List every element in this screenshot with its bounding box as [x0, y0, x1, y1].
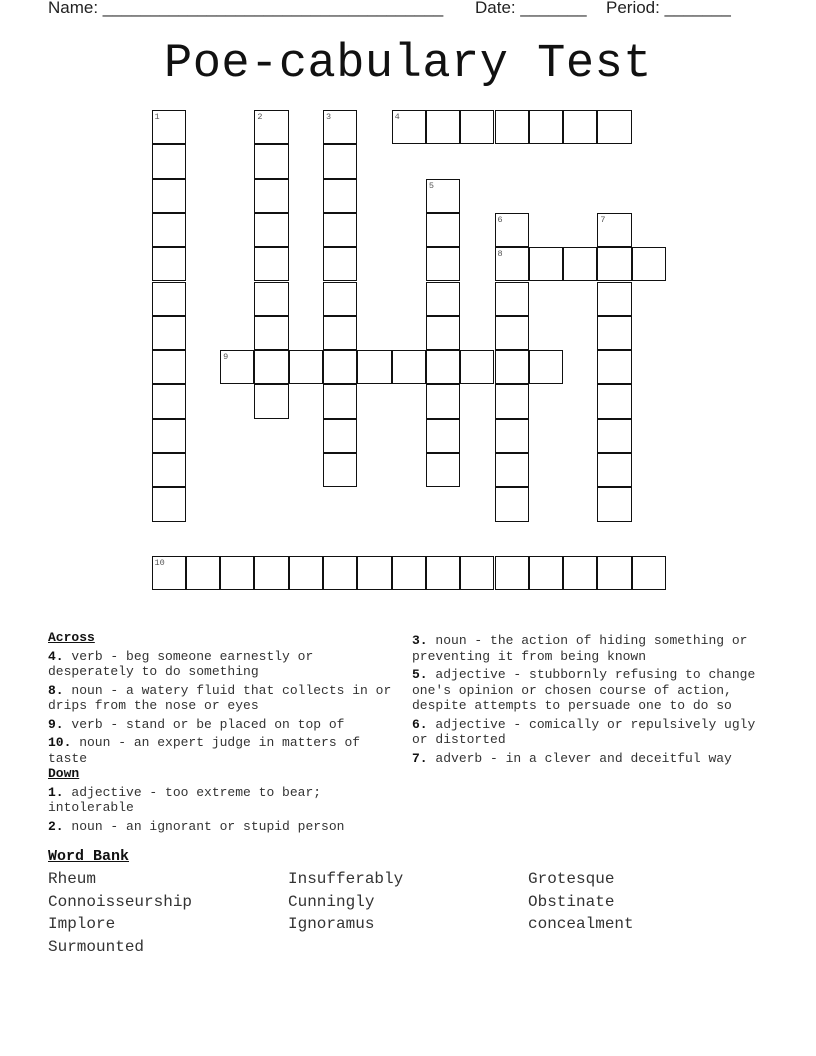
crossword-cell[interactable] — [426, 453, 460, 487]
crossword-cell[interactable] — [597, 419, 631, 453]
clue-number: 6 — [497, 214, 503, 225]
crossword-cell[interactable] — [323, 453, 357, 487]
crossword-cell[interactable] — [254, 144, 288, 178]
crossword-cell[interactable] — [460, 350, 494, 384]
crossword-cell[interactable] — [323, 419, 357, 453]
crossword-cell[interactable] — [357, 556, 391, 590]
word-bank-word: Grotesque — [528, 870, 615, 888]
crossword-cell[interactable] — [152, 384, 186, 418]
crossword-cell[interactable] — [323, 282, 357, 316]
clue-number: 7 — [600, 214, 606, 225]
crossword-cell[interactable] — [357, 350, 391, 384]
crossword-cell[interactable] — [220, 350, 254, 384]
clue-text — [48, 785, 398, 816]
crossword-cell[interactable] — [495, 247, 529, 281]
crossword-cell[interactable] — [426, 384, 460, 418]
crossword-cell[interactable] — [323, 384, 357, 418]
crossword-cell[interactable] — [323, 144, 357, 178]
crossword-cell[interactable] — [426, 316, 460, 350]
clue-number: 2 — [257, 112, 263, 122]
clue-body: adjective - stubbornly refusing to change one's opinion or chosen course of action, despite attempts to persuade one to do so — [412, 667, 756, 713]
page-title: Poe-cabulary Test — [164, 38, 652, 91]
word-bank-word: Connoisseurship — [48, 892, 193, 911]
crossword-cell[interactable] — [495, 282, 529, 316]
crossword-cell[interactable] — [495, 110, 529, 144]
crossword-cell[interactable] — [426, 179, 460, 213]
crossword-cell[interactable] — [186, 556, 220, 590]
clue-text — [48, 683, 398, 714]
crossword-cell[interactable] — [495, 419, 529, 453]
clue-text — [48, 717, 398, 733]
crossword-cell[interactable] — [426, 213, 460, 247]
clues-column-left — [48, 630, 398, 834]
crossword-cell[interactable] — [254, 384, 288, 418]
clue-number: 1. — [48, 784, 64, 800]
clue-text — [48, 819, 398, 835]
clue-number: 3. — [412, 633, 428, 648]
crossword-cell[interactable] — [254, 247, 288, 281]
crossword-cell[interactable] — [495, 213, 529, 247]
clue-number: 4 — [394, 112, 400, 122]
clue-body: noun - an ignorant or stupid person — [63, 818, 345, 834]
clue-body: adjective - comically or repulsively ugly or distorted — [412, 716, 756, 747]
crossword-cell[interactable] — [495, 350, 529, 384]
crossword-cell[interactable] — [495, 453, 529, 487]
clue-body: noun - the action of hiding something or preventing it from being known — [412, 633, 748, 664]
crossword-cell[interactable] — [426, 419, 460, 453]
crossword-cell[interactable] — [597, 556, 631, 590]
crossword-cell[interactable] — [152, 453, 186, 487]
crossword-cell[interactable] — [597, 350, 631, 384]
crossword-cell[interactable] — [529, 110, 563, 144]
crossword-cell[interactable] — [152, 282, 186, 316]
crossword-cell[interactable] — [323, 350, 357, 384]
crossword-cell[interactable] — [529, 247, 563, 281]
clue-number: 2. — [48, 818, 64, 834]
clue-number: 8. — [48, 682, 64, 698]
word-bank-word: Cunningly — [288, 892, 375, 911]
crossword-cell[interactable] — [323, 179, 357, 213]
crossword-cell[interactable] — [597, 110, 631, 144]
crossword-cell[interactable] — [152, 247, 186, 281]
clues-column-right — [412, 630, 772, 766]
crossword-cell[interactable] — [597, 247, 631, 281]
word-bank-title: Word Bank — [48, 848, 130, 865]
crossword-cell[interactable] — [495, 556, 529, 590]
crossword-cell[interactable] — [495, 487, 529, 521]
crossword-cell[interactable] — [632, 247, 666, 281]
crossword-cell[interactable] — [323, 247, 357, 281]
clue-text — [48, 649, 398, 680]
clue-body: verb - beg someone earnestly or desperately to do something — [48, 648, 314, 679]
crossword-cell[interactable] — [152, 419, 186, 453]
crossword-cell[interactable] — [152, 110, 186, 144]
crossword-cell[interactable] — [495, 384, 529, 418]
crossword-cell[interactable] — [529, 350, 563, 384]
clue-text — [412, 717, 772, 748]
clue-text — [412, 667, 772, 714]
clue-body: adverb - in a clever and deceitful way — [427, 750, 732, 766]
clue-number: 8 — [497, 249, 503, 260]
word-bank-word: Surmounted — [48, 937, 145, 956]
crossword-cell[interactable] — [495, 316, 529, 350]
crossword-cell[interactable] — [254, 213, 288, 247]
crossword-cell[interactable] — [597, 282, 631, 316]
crossword-cell[interactable] — [426, 556, 460, 590]
date-field[interactable]: Date: _______ — [475, 0, 587, 17]
crossword-cell[interactable] — [152, 316, 186, 350]
crossword-cell[interactable] — [426, 110, 460, 144]
crossword-cell[interactable] — [597, 213, 631, 247]
crossword-cell[interactable] — [392, 556, 426, 590]
word-bank-word: concealment — [528, 915, 634, 933]
word-bank-word: Obstinate — [528, 892, 615, 911]
name-field[interactable]: Name: ____________________________________ — [48, 0, 444, 17]
clue-number: 1 — [154, 112, 160, 122]
crossword-cell[interactable] — [632, 556, 666, 590]
crossword-cell[interactable] — [323, 110, 357, 144]
crossword-cell[interactable] — [460, 556, 494, 590]
clue-body: verb - stand or be placed on top of — [63, 716, 345, 732]
clue-body: noun - an expert judge in matters of taste — [48, 735, 361, 766]
crossword-cell[interactable] — [563, 556, 597, 590]
crossword-cell[interactable] — [392, 110, 426, 144]
clue-number: 6. — [412, 716, 428, 732]
clue-text — [412, 751, 772, 767]
crossword-cell[interactable] — [529, 556, 563, 590]
crossword-cell[interactable] — [323, 316, 357, 350]
crossword-cell[interactable] — [460, 110, 494, 144]
crossword-cell[interactable] — [597, 316, 631, 350]
clue-text — [412, 633, 772, 664]
clue-number: 10 — [154, 557, 165, 568]
word-bank-word: Insufferably — [288, 870, 404, 888]
clue-number: 9 — [223, 352, 229, 363]
crossword-cell[interactable] — [254, 350, 288, 384]
crossword-cell[interactable] — [426, 350, 460, 384]
across-heading: Across — [48, 630, 95, 645]
clue-text — [48, 735, 398, 766]
clue-body: adjective - too extreme to bear; intolerable — [48, 784, 322, 815]
crossword-cell[interactable] — [426, 247, 460, 281]
period-field[interactable]: Period: _______ — [606, 0, 731, 17]
down-heading: Down — [48, 766, 80, 781]
crossword-cell[interactable] — [392, 350, 426, 384]
crossword-cell[interactable] — [254, 179, 288, 213]
crossword-cell[interactable] — [563, 247, 597, 281]
crossword-cell[interactable] — [254, 282, 288, 316]
clue-number: 3 — [326, 112, 332, 122]
crossword-cell[interactable] — [426, 282, 460, 316]
crossword-cell[interactable] — [152, 350, 186, 384]
crossword-cell[interactable] — [323, 556, 357, 590]
clue-body: noun - a watery fluid that collects in or drips from the nose or eyes — [48, 682, 392, 713]
crossword-cell[interactable] — [563, 110, 597, 144]
crossword-cell[interactable] — [323, 213, 357, 247]
word-bank-word: Implore — [48, 915, 116, 933]
word-bank-word: Rheum — [48, 870, 97, 888]
crossword-cell[interactable] — [597, 487, 631, 521]
clue-number: 5 — [428, 180, 434, 191]
clue-number: 4. — [48, 648, 64, 664]
crossword-cell[interactable] — [254, 556, 288, 590]
crossword-cell[interactable] — [152, 179, 186, 213]
crossword-cell[interactable] — [254, 110, 288, 144]
clue-number: 10. — [48, 735, 72, 750]
crossword-cell[interactable] — [289, 350, 323, 384]
crossword-cell[interactable] — [152, 556, 186, 590]
clue-number: 5. — [412, 667, 428, 682]
crossword-cell[interactable] — [152, 144, 186, 178]
crossword-cell[interactable] — [220, 556, 254, 590]
crossword-cell[interactable] — [152, 487, 186, 521]
crossword-cell[interactable] — [597, 453, 631, 487]
clue-number: 7. — [412, 750, 428, 766]
clue-number: 9. — [48, 716, 64, 732]
word-bank-word: Ignoramus — [288, 915, 375, 933]
crossword-cell[interactable] — [597, 384, 631, 418]
crossword-cell[interactable] — [254, 316, 288, 350]
crossword-cell[interactable] — [152, 213, 186, 247]
crossword-cell[interactable] — [289, 556, 323, 590]
